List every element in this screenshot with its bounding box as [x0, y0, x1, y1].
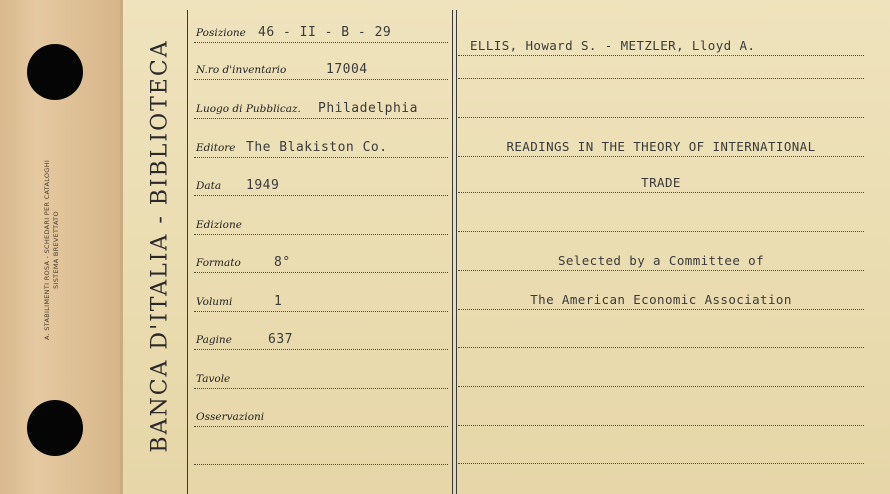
- field-label: Osservazioni: [196, 411, 265, 423]
- middle-divider-2: [456, 10, 457, 494]
- field-osservazioni: [194, 404, 448, 427]
- printer-imprint-line-2: SISTEMA BREVETTATO: [52, 211, 60, 289]
- entry-note-line-2: The American Economic Association: [530, 292, 792, 307]
- field-label: Pagine: [196, 334, 232, 346]
- field-label: Posizione: [196, 27, 246, 39]
- field-label: Edizione: [196, 219, 242, 231]
- entry-line-title-2: [458, 170, 864, 193]
- field-value: The Blakiston Co.: [246, 140, 388, 155]
- field-data: [194, 173, 448, 196]
- bibliographic-entry: [458, 0, 864, 494]
- punch-hole-top: [27, 44, 83, 100]
- field-pagine: [194, 327, 448, 350]
- field-value: 8°: [274, 255, 291, 270]
- field-label: Formato: [196, 257, 241, 269]
- field-extra-line: [194, 442, 448, 465]
- entry-line: [458, 56, 864, 79]
- entry-note-line-1: Selected by a Committee of: [557, 253, 765, 268]
- entry-line-note-2: [458, 287, 864, 310]
- field-edizione: [194, 212, 448, 235]
- field-posizione: [194, 20, 448, 43]
- entry-authors: ELLIS, Howard S. - METZLER, Lloyd A.: [470, 38, 756, 53]
- entry-line-authors: [458, 33, 864, 56]
- entry-line: [458, 209, 864, 232]
- field-label: Tavole: [196, 373, 231, 385]
- middle-divider-1: [452, 10, 453, 494]
- field-label: Editore: [196, 142, 236, 154]
- printer-imprint: [43, 160, 61, 340]
- field-label: Data: [196, 180, 222, 192]
- field-value: 17004: [326, 62, 368, 77]
- printer-imprint-line-1: A. STABILIMENTI ROSA - SCHEDARI PER CATALOGHI: [43, 159, 51, 341]
- field-luogo: [194, 96, 448, 119]
- entry-line: [458, 403, 864, 426]
- field-value: 1: [274, 294, 283, 309]
- entry-line: [458, 441, 864, 464]
- field-label: Luogo di Pubblicaz.: [196, 103, 301, 115]
- entry-line: [458, 364, 864, 387]
- field-inventario: [194, 57, 448, 80]
- field-label: Volumi: [196, 296, 233, 308]
- entry-line-title-1: [458, 134, 864, 157]
- field-value: 46 - II - B - 29: [258, 25, 392, 40]
- field-volumi: [194, 289, 448, 312]
- field-tavole: [194, 366, 448, 389]
- entry-line: [458, 95, 864, 118]
- field-value: 1949: [246, 178, 280, 193]
- field-label: N.ro d'inventario: [196, 64, 287, 76]
- field-value: Philadelphia: [318, 101, 418, 116]
- entry-line: [458, 325, 864, 348]
- library-spine-title: BANCA D'ITALIA - BIBLIOTECA: [147, 39, 173, 453]
- punch-hole-bottom: [27, 400, 83, 456]
- catalog-fields: [188, 0, 452, 494]
- field-formato: [194, 250, 448, 273]
- stub-fold-line: [120, 0, 123, 494]
- field-value: 637: [268, 332, 293, 347]
- field-editore: [194, 135, 448, 158]
- entry-line-note-1: [458, 248, 864, 271]
- entry-title-line-2: TRADE: [641, 175, 681, 190]
- entry-title-line-1: READINGS IN THE THEORY OF INTERNATIONAL: [506, 139, 816, 154]
